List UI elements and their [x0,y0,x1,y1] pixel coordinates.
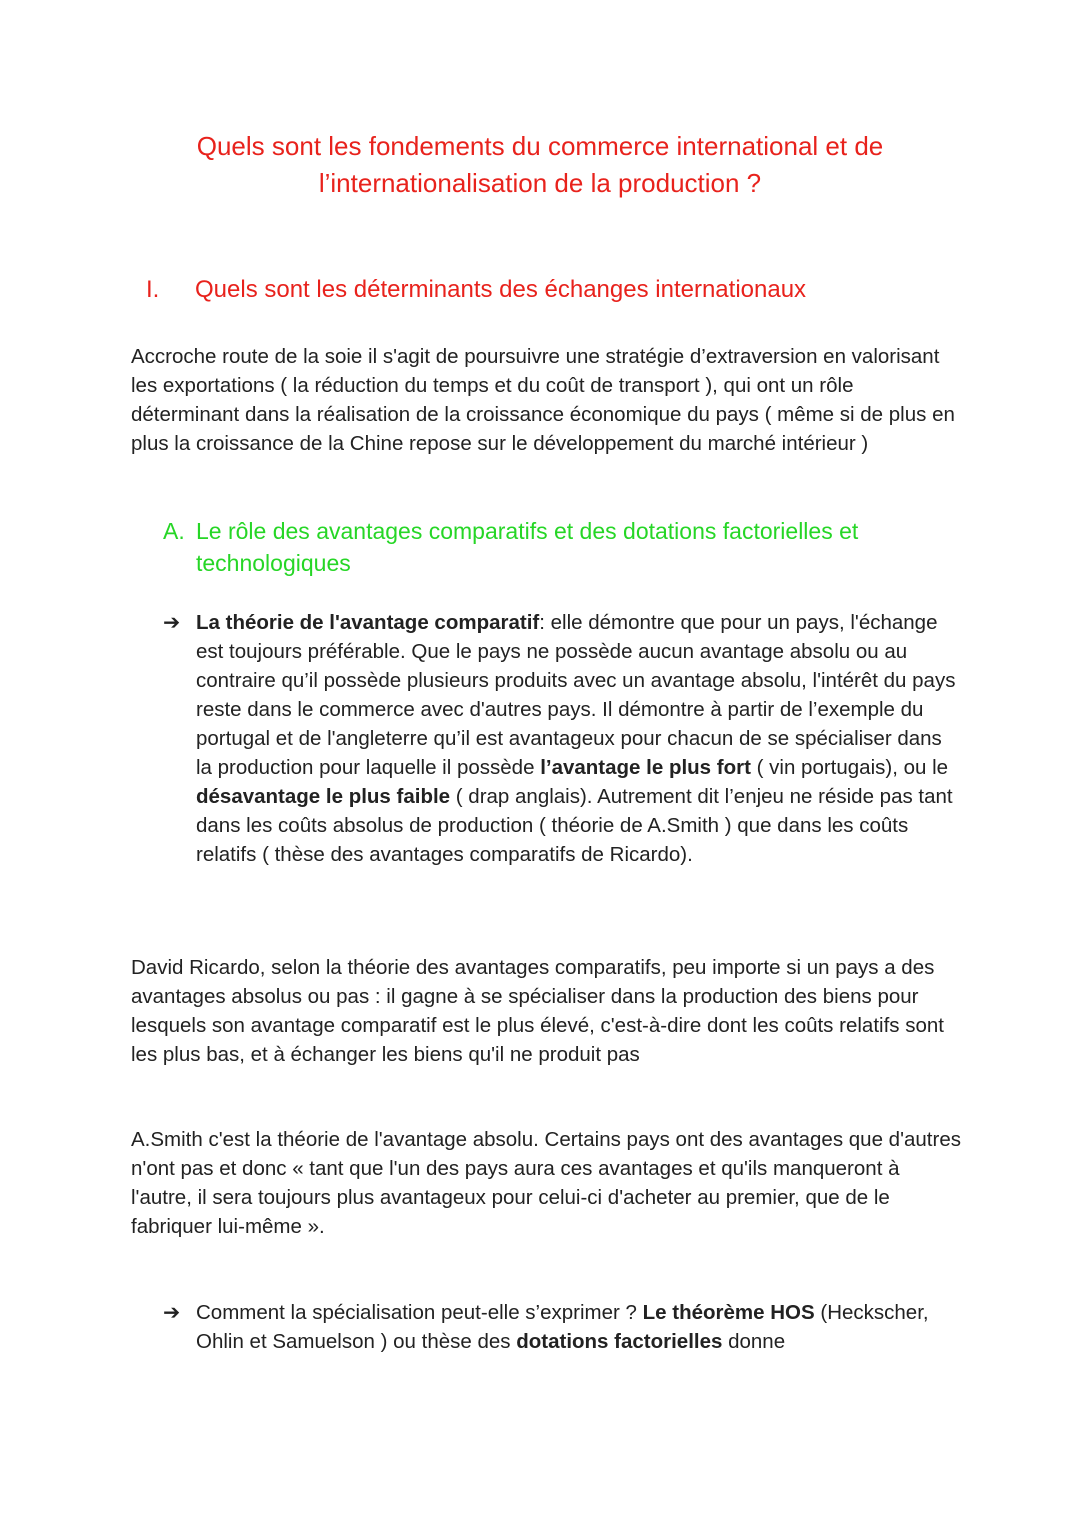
bold-term: désavantage le plus faible [196,785,451,808]
title-line-2: l’internationalisation de la production ? [318,168,762,198]
bold-term: Le théorème HOS [642,1301,815,1324]
section-number: I. [146,276,160,303]
intro-paragraph: Accroche route de la soie il s'agit de poursuivre une stratégie d’extraversion en valorisant les exportations ( la réduction du temps et du coût de transport ), qui ont un rôle déterminant dans la réalisation de la croissance économique du pays ( même si de plus en plus la croissance de la Chine repose sur le développement du marché intérieur ) [131,345,955,455]
bullet-segment: donne [722,1330,786,1353]
bullet-text [163,608,963,869]
bold-term: dotations factorielles [516,1330,723,1353]
bold-term: La théorie de l'avantage comparatif [196,611,540,634]
bullet-specialisation [163,1298,963,1356]
bullet-segment: ( vin portugais), ou le [750,756,949,779]
bullet-comparative-advantage [163,608,963,869]
bold-term: l’avantage le plus fort [540,756,751,779]
section-heading-1 [146,274,806,306]
subsection-heading-a [163,515,923,579]
bullet-segment: ( drap anglais). Autrement dit l’enjeu ne réside pas tant dans les coûts absolus de production ( théorie de A.Smith ) que dans les coûts relatifs ( thèse des avantages comparatifs de Ricardo). [196,785,953,866]
bullet-segment: : elle démontre que pour un pays, l'échange est toujours préférable. Que le pays ne possède aucun avantage absolu ou au contraire qu’il possède plusieurs produits avec un avantage absolu, l'intérêt du pays reste dans le commerce avec d'autres pays. Il démontre à partir de l’exemple du portugal et de l'angleterre qu’il est avantageux pour chacun de se spécialiser dans la production pour laquelle il possède [196,611,956,779]
smith-paragraph: A.Smith c'est la théorie de l'avantage absolu. Certains pays ont des avantages que d'autres n'ont pas et donc « tant que l'un des pays aura ces avantages et qu'ils manqueront à l'autre, il sera toujours plus avantageux pour celui-ci d'acheter au premier, que de le fabriquer lui-même ». [131,1128,961,1238]
bullet-segment: (Heckscher, Ohlin et Samuelson ) ou thèse des [196,1301,929,1353]
arrow-bullet-icon: ➔ [163,1301,181,1324]
arrow-bullet-icon: ➔ [163,611,181,634]
page-title [0,128,1080,202]
title-line-1: Quels sont les fondements du commerce international et de [196,131,884,161]
ricardo-paragraph: David Ricardo, selon la théorie des avantages comparatifs, peu importe si un pays a des avantages absolus ou pas : il gagne à se spécialiser dans la production des biens pour lesquels son avantage comparatif est le plus élevé, c'est-à-dire dont les coûts relatifs sont les plus bas, et à échanger les biens qu'il ne produit pas [131,956,944,1066]
subsection-heading-text: Le rôle des avantages comparatifs et des dotations factorielles et technologiques [196,518,859,576]
subsection-number: A. [163,518,185,544]
bullet-text [163,1298,963,1356]
section-heading-text: Quels sont les déterminants des échanges internationaux [195,276,807,303]
bullet-segment: Comment la spécialisation peut-elle s’exprimer ? [196,1301,643,1324]
